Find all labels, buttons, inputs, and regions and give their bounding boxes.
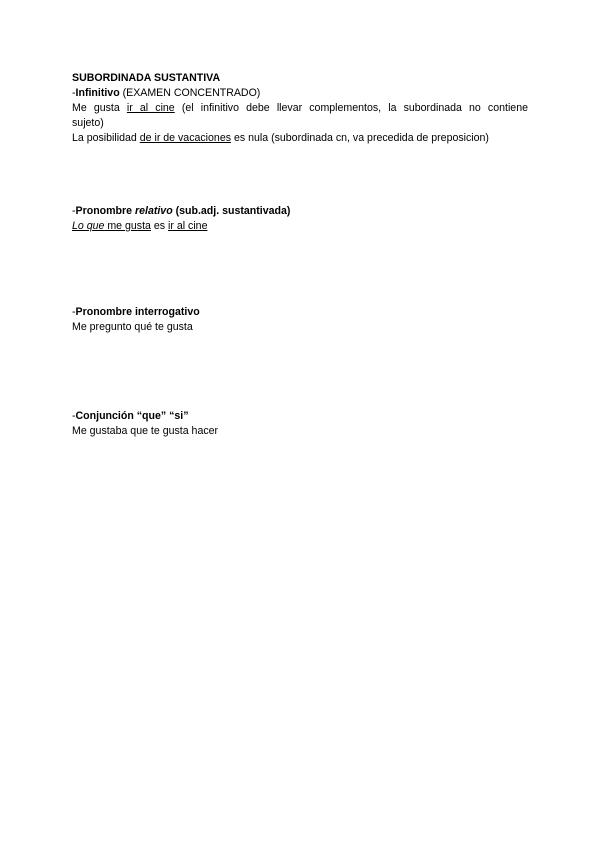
- document-heading: SUBORDINADA SUSTANTIVA: [72, 72, 221, 84]
- example-infinitivo-1: Me gusta ir al cine (el infinitivo debe llevar complementos, la subordinada no contiene: [72, 102, 528, 114]
- example-infinitivo-1-cont: sujeto): [72, 117, 104, 129]
- section-infinitivo-title: -Infinitivo (EXAMEN CONCENTRADO): [72, 87, 261, 99]
- section-relativo-title: -Pronombre relativo (sub.adj. sustantivada): [72, 205, 291, 217]
- example-conjuncion: Me gustaba que te gusta hacer: [72, 425, 219, 437]
- section-interrogativo-title: -Pronombre interrogativo: [72, 306, 200, 318]
- example-infinitivo-2: La posibilidad de ir de vacaciones es nula (subordinada cn, va precedida de preposicion): [72, 132, 489, 144]
- example-interrogativo: Me pregunto qué te gusta: [72, 321, 193, 333]
- example-relativo: Lo que me gusta es ir al cine: [72, 220, 208, 232]
- section-conjuncion-title: -Conjunción “que” “si”: [72, 410, 189, 422]
